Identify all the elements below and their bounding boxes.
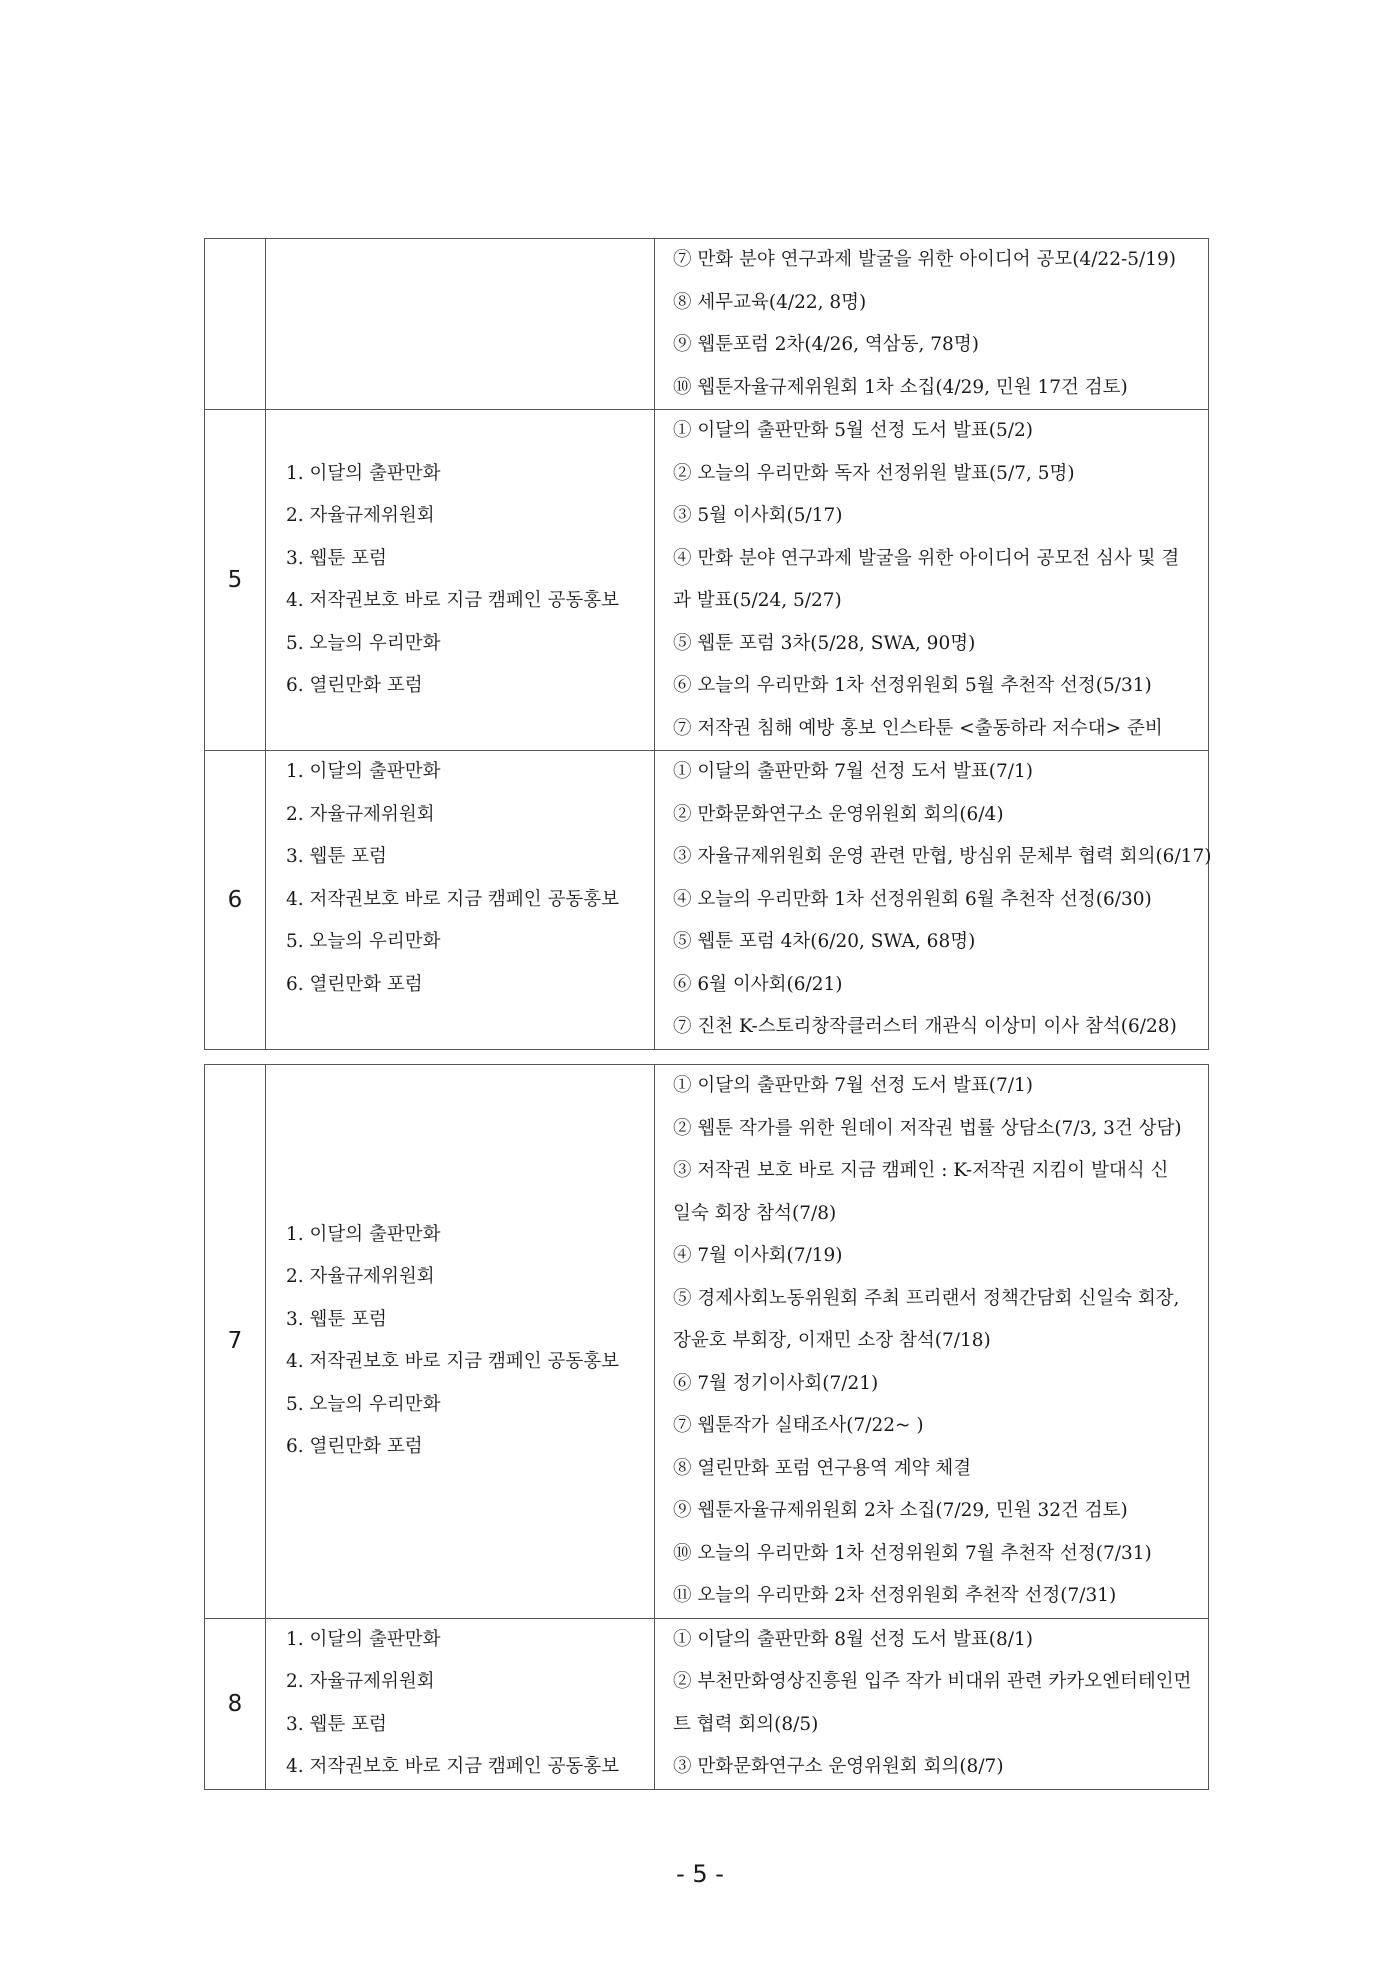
month-cell: 6 — [205, 751, 266, 1050]
activity-line: ⑤ 웹툰 포럼 3차(5/28, SWA, 90명) — [673, 632, 976, 654]
activity-line: ⑧ 열린만화 포럼 연구용역 계약 체결 — [673, 1457, 972, 1479]
activity-line: ⑨ 웹툰자율규제위원회 2차 소집(7/29, 민원 32건 검토) — [673, 1500, 1128, 1521]
category-line: 2. 자율규제위원회 — [286, 1671, 435, 1692]
category-line: 1. 이달의 출판만화 — [286, 761, 441, 782]
category-line: 2. 자율규제위원회 — [286, 1266, 435, 1288]
category-line: 5. 오늘의 우리만화 — [286, 1393, 441, 1415]
category-cell — [266, 410, 655, 751]
month-cell: 8 — [205, 1618, 266, 1789]
category-line: 1. 이달의 출판만화 — [286, 462, 441, 484]
activity-line: ⑦ 만화 분야 연구과제 발굴을 위한 아이디어 공모(4/22-5/19) — [673, 249, 1176, 270]
activity-line: ② 웹툰 작가를 위한 원데이 저작권 법률 상담소(7/3, 3건 상담) — [673, 1117, 1182, 1139]
category-cell — [266, 239, 655, 410]
category-line: 3. 웹툰 포럼 — [286, 846, 387, 867]
category-line: 2. 자율규제위원회 — [286, 803, 435, 825]
activity-line: ⑤ 웹툰 포럼 4차(6/20, SWA, 68명) — [673, 931, 976, 952]
activity-line: ④ 7월 이사회(7/19) — [673, 1245, 843, 1266]
category-line: 4. 저작권보호 바로 지금 캠페인 공동홍보 — [286, 1351, 619, 1373]
table-row — [205, 410, 1209, 751]
activity-table-1 — [204, 238, 1212, 1050]
category-line: 5. 오늘의 우리만화 — [286, 632, 441, 654]
activity-table-2 — [204, 1064, 1209, 1790]
activity-line: ③ 5월 이사회(5/17) — [673, 505, 843, 526]
table-row — [205, 751, 1209, 1050]
activity-line: ② 만화문화연구소 운영위원회 회의(6/4) — [673, 803, 1004, 825]
activity-line: ⑦ 저작권 침해 예방 홍보 인스타툰 <출동하라 저수대> 준비 — [673, 717, 1163, 739]
month-cell — [205, 239, 266, 410]
activity-line: ① 이달의 출판만화 8월 선정 도서 발표(8/1) — [673, 1628, 1033, 1650]
activity-line: ⑦ 진천 K-스토리창작클러스터 개관식 이상미 이사 참석(6/28) — [673, 1016, 1177, 1037]
month-cell: 7 — [205, 1065, 266, 1619]
table-row — [205, 239, 1209, 410]
activity-line: ⑦ 웹툰작가 실태조사(7/22~ ) — [673, 1415, 924, 1436]
activity-line: ⑤ 경제사회노동위원회 주최 프리랜서 정책간담회 신일숙 회장, — [673, 1287, 1180, 1309]
category-line: 1. 이달의 출판만화 — [286, 1223, 441, 1245]
activity-line: 일숙 회장 참석(7/8) — [673, 1202, 837, 1224]
activity-line: ⑨ 웹툰포럼 2차(4/26, 역삼동, 78명) — [673, 334, 979, 355]
month-cell: 5 — [205, 410, 266, 751]
category-line: 5. 오늘의 우리만화 — [286, 931, 441, 952]
category-line: 2. 자율규제위원회 — [286, 505, 435, 526]
category-cell — [266, 1065, 655, 1619]
category-line: 3. 웹툰 포럼 — [286, 547, 387, 569]
activity-cell — [655, 239, 1209, 410]
activity-line: ⑥ 6월 이사회(6/21) — [673, 973, 843, 995]
activity-cell — [655, 410, 1209, 751]
category-cell — [266, 1618, 655, 1789]
activity-line: ⑥ 7월 정기이사회(7/21) — [673, 1372, 879, 1394]
category-line: 1. 이달의 출판만화 — [286, 1628, 441, 1650]
activity-line: ① 이달의 출판만화 7월 선정 도서 발표(7/1) — [673, 761, 1033, 782]
category-line: 6. 열린만화 포럼 — [286, 1436, 423, 1458]
table-row — [205, 1065, 1209, 1619]
category-line: 3. 웹툰 포럼 — [286, 1308, 387, 1330]
activity-line: ③ 저작권 보호 바로 지금 캠페인 : K-저작권 지킴이 발대식 신 — [673, 1160, 1169, 1181]
category-line: 4. 저작권보호 바로 지금 캠페인 공동홍보 — [286, 590, 619, 611]
category-line: 4. 저작권보호 바로 지금 캠페인 공동홍보 — [286, 1756, 619, 1777]
activity-line: ⑥ 오늘의 우리만화 1차 선정위원회 5월 추천작 선정(5/31) — [673, 675, 1152, 696]
activity-line: 장윤호 부회장, 이재민 소장 참석(7/18) — [673, 1330, 991, 1351]
activity-line: ① 이달의 출판만화 7월 선정 도서 발표(7/1) — [673, 1075, 1033, 1096]
activity-line: ④ 오늘의 우리만화 1차 선정위원회 6월 추천작 선정(6/30) — [673, 888, 1152, 910]
category-line: 6. 열린만화 포럼 — [286, 973, 423, 995]
activity-line: ④ 만화 분야 연구과제 발굴을 위한 아이디어 공모전 심사 및 결 — [673, 547, 1180, 569]
activity-line: ② 부천만화영상진흥원 입주 작가 비대위 관련 카카오엔터테인먼 — [673, 1671, 1192, 1692]
activity-line: ③ 자율규제위원회 운영 관련 만협, 방심위 문체부 협력 회의(6/17) — [673, 846, 1212, 867]
category-line: 3. 웹툰 포럼 — [286, 1713, 387, 1735]
activity-line: ⑩ 오늘의 우리만화 1차 선정위원회 7월 추천작 선정(7/31) — [673, 1542, 1152, 1564]
activity-cell — [655, 751, 1212, 1050]
category-line: 6. 열린만화 포럼 — [286, 675, 423, 696]
activity-cell — [655, 1618, 1209, 1789]
activity-line: ⑩ 웹툰자율규제위원회 1차 소집(4/29, 민원 17건 검토) — [673, 376, 1128, 398]
activity-line: ⑪ 오늘의 우리만화 2차 선정위원회 추천작 선정(7/31) — [673, 1585, 1117, 1606]
category-line: 4. 저작권보호 바로 지금 캠페인 공동홍보 — [286, 888, 619, 910]
activity-cell — [655, 1065, 1209, 1619]
page-number: - 5 - — [676, 1860, 724, 1888]
activity-line: ① 이달의 출판만화 5월 선정 도서 발표(5/2) — [673, 420, 1033, 441]
activity-line: ⑧ 세무교육(4/22, 8명) — [673, 291, 867, 313]
activity-line: ② 오늘의 우리만화 독자 선정위원 발표(5/7, 5명) — [673, 462, 1075, 484]
activity-line: ③ 만화문화연구소 운영위원회 회의(8/7) — [673, 1756, 1004, 1777]
table-row — [205, 1618, 1209, 1789]
category-cell — [266, 751, 655, 1050]
activity-line: 과 발표(5/24, 5/27) — [673, 590, 842, 611]
activity-line: 트 협력 회의(8/5) — [673, 1713, 819, 1735]
